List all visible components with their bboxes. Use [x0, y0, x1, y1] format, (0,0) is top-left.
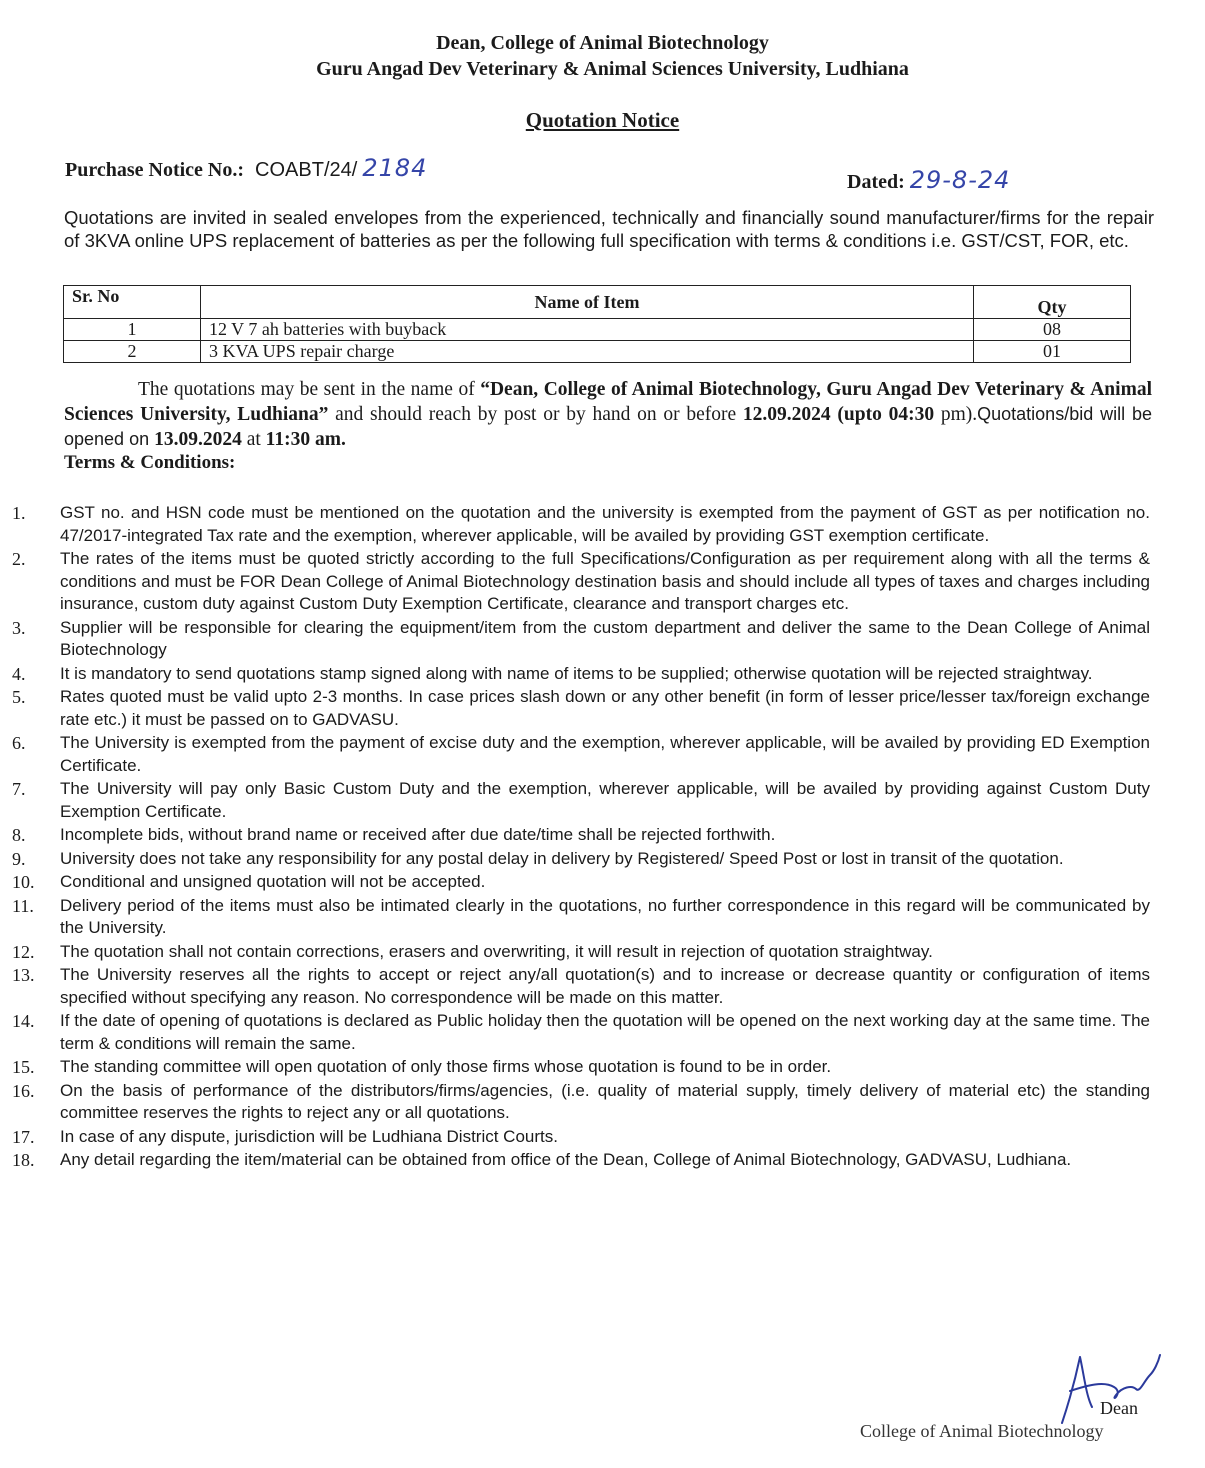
intro-paragraph: Quotations are invited in sealed envelopes from the experienced, technically and financially sound manufacturer/firms for the repair of 3KVA online UPS replacement of batteries as per the following full specification with terms & conditions i.e. GST/CST, FOR, etc.	[64, 207, 1154, 251]
notice-date	[847, 166, 1010, 194]
row-item-name: 3 KVA UPS repair charge	[201, 341, 974, 363]
term-number: 18.	[12, 1150, 35, 1170]
submission-deadline-date: 12.09.2024	[742, 404, 831, 425]
dated-label: Dated:	[847, 171, 905, 193]
term-item	[0, 663, 1150, 686]
term-number: 9.	[12, 848, 26, 869]
items-table-header	[64, 286, 1131, 319]
row-qty: 01	[974, 341, 1131, 363]
term-item	[0, 1010, 1150, 1055]
submission-text-5: at	[241, 429, 266, 450]
term-number: 16.	[12, 1080, 35, 1101]
purchase-notice-number	[65, 154, 427, 182]
submission-paragraph	[64, 378, 1152, 452]
term-number: 7.	[12, 779, 26, 799]
submission-addressee: “Dean, College of Animal Biotechnology, Guru Angad Dev Veterinary & Animal Sciences University, Ludhiana”	[64, 379, 1152, 425]
submission-text-2: and should reach by post or by hand on or before	[328, 404, 743, 425]
term-text: GST no. and HSN code must be mentioned on the quotation and the university is exempted from the payment of GST as per notification no. 47/2017-integrated Tax rate and the exemption, wherever applicable, will be availed by providing GST exemption certificate.	[60, 503, 1150, 545]
col-qty: Qty	[974, 286, 1131, 319]
term-number: 2.	[12, 549, 26, 569]
term-text: The University will pay only Basic Custom Duty and the exemption, wherever applicable, will be availed by providing against Custom Duty Exemption Certificate.	[60, 779, 1150, 821]
term-text: In case of any dispute, jurisdiction will be Ludhiana District Courts.	[60, 1126, 558, 1146]
term-item	[0, 941, 1150, 964]
term-number: 6.	[12, 733, 26, 753]
purchase-notice-handwritten-number: 2184	[362, 154, 428, 182]
signatory-office: College of Animal Biotechnology	[860, 1421, 1104, 1441]
term-item	[0, 617, 1150, 662]
term-item	[0, 502, 1150, 547]
term-text: Delivery period of the items must also be intimated clearly in the quotations, no further correspondence in this regard will be communicated by the University.	[60, 895, 1150, 937]
row-sr-no: 2	[64, 341, 201, 363]
term-number: 3.	[12, 617, 26, 638]
col-item-name: Name of Item	[201, 286, 974, 319]
term-item	[0, 1126, 1150, 1149]
purchase-notice-label: Purchase Notice No.:	[65, 159, 245, 181]
terms-list	[0, 502, 1150, 1173]
header-office: Dean, College of Animal Biotechnology	[436, 32, 769, 54]
term-number: 4.	[12, 663, 26, 684]
submission-deadline-time: (upto 04:30	[837, 404, 935, 425]
dated-handwritten-value: 29-8-24	[909, 166, 1011, 194]
table-row	[64, 319, 1131, 341]
term-text: University does not take any responsibility for any postal delay in delivery by Registered/ Speed Post or lost in transit of the quotation.	[60, 848, 1064, 868]
term-number: 11.	[12, 895, 34, 916]
term-text: The rates of the items must be quoted strictly according to the full Specifications/Configuration as per requirement along with all the terms & conditions and must be FOR Dean College of Animal Biotechnology destination basis and should include all types of taxes and charges including insurance, custom duty against Custom Duty Exemption Certificate, clearance and transport charges etc.	[60, 549, 1150, 613]
submission-text-3: pm).	[934, 404, 978, 425]
page-title: Quotation Notice	[525, 108, 680, 132]
term-text: If the date of opening of quotations is declared as Public holiday then the quotation will be opened on the next working day at the same time. The term & conditions will remain the same.	[60, 1011, 1150, 1053]
header-university: Guru Angad Dev Veterinary & Animal Sciences University, Ludhiana	[316, 58, 909, 80]
purchase-notice-code: COABT/24/	[255, 159, 358, 181]
term-item	[0, 732, 1150, 777]
term-text: The University reserves all the rights to accept or reject any/all quotation(s) and to increase or decrease quantity or configuration of items specified without specifying any reason. No correspondence will be made on this matter.	[60, 965, 1150, 1007]
opening-date: 13.09.2024	[154, 429, 242, 450]
term-text: On the basis of performance of the distributors/firms/agencies, (i.e. quality of material supply, timely delivery of material etc) the standing committee reserves the rights to reject any or all quotations.	[60, 1080, 1150, 1122]
table-row	[64, 341, 1131, 363]
term-text: Supplier will be responsible for clearing the equipment/item from the custom department and deliver the same to the Dean College of Animal Biotechnology	[60, 617, 1150, 659]
term-text: The standing committee will open quotation of only those firms whose quotation is found to be in order.	[60, 1057, 832, 1076]
term-text: It is mandatory to send quotations stamp signed along with name of items to be supplied; otherwise quotation will be rejected straightway.	[60, 663, 1093, 683]
term-item	[0, 824, 1150, 847]
term-text: Any detail regarding the item/material can be obtained from office of the Dean, College of Animal Biotechnology, GADVASU, Ludhiana.	[60, 1150, 1072, 1169]
row-item-name: 12 V 7 ah batteries with buyback	[201, 319, 974, 341]
row-qty: 08	[974, 319, 1131, 341]
term-item	[0, 895, 1150, 940]
term-text: Rates quoted must be valid upto 2-3 months. In case prices slash down or any other benefit (in form of lesser price/lesser tax/foreign exchange rate etc.) it must be passed on to GADVASU.	[60, 687, 1150, 729]
term-text: The University is exempted from the payment of excise duty and the exemption, wherever applicable, will be availed by providing ED Exemption Certificate.	[60, 733, 1150, 775]
terms-heading: Terms & Conditions:	[64, 452, 236, 473]
term-text: Conditional and unsigned quotation will not be accepted.	[60, 872, 486, 891]
term-item	[0, 686, 1150, 731]
signatory-title: Dean	[1100, 1398, 1138, 1418]
term-number: 14.	[12, 1011, 35, 1031]
term-number: 12.	[12, 941, 35, 962]
term-item	[0, 964, 1150, 1009]
items-table	[63, 285, 1131, 363]
term-item	[0, 1149, 1150, 1172]
term-item	[0, 1056, 1150, 1079]
term-number: 17.	[12, 1126, 35, 1147]
term-item	[0, 778, 1150, 823]
submission-text-4: Quotations/bid will be opened on	[64, 404, 1152, 449]
term-text: The quotation shall not contain corrections, erasers and overwriting, it will result in rejection of quotation straightway.	[60, 941, 933, 961]
term-number: 8.	[12, 825, 26, 845]
term-number: 15.	[12, 1057, 35, 1077]
term-number: 10.	[12, 872, 35, 892]
submission-text-1: The quotations may be sent in the name of	[138, 379, 481, 400]
term-item	[0, 848, 1150, 871]
term-text: Incomplete bids, without brand name or received after due date/time shall be rejected forthwith.	[60, 825, 776, 844]
col-sr-no: Sr. No	[64, 286, 201, 319]
term-number: 1.	[12, 503, 26, 523]
row-sr-no: 1	[64, 319, 201, 341]
term-item	[0, 1080, 1150, 1125]
term-number: 13.	[12, 965, 35, 985]
term-number: 5.	[12, 687, 26, 707]
term-item	[0, 548, 1150, 616]
opening-time: 11:30 am.	[265, 429, 346, 450]
term-item	[0, 871, 1150, 894]
